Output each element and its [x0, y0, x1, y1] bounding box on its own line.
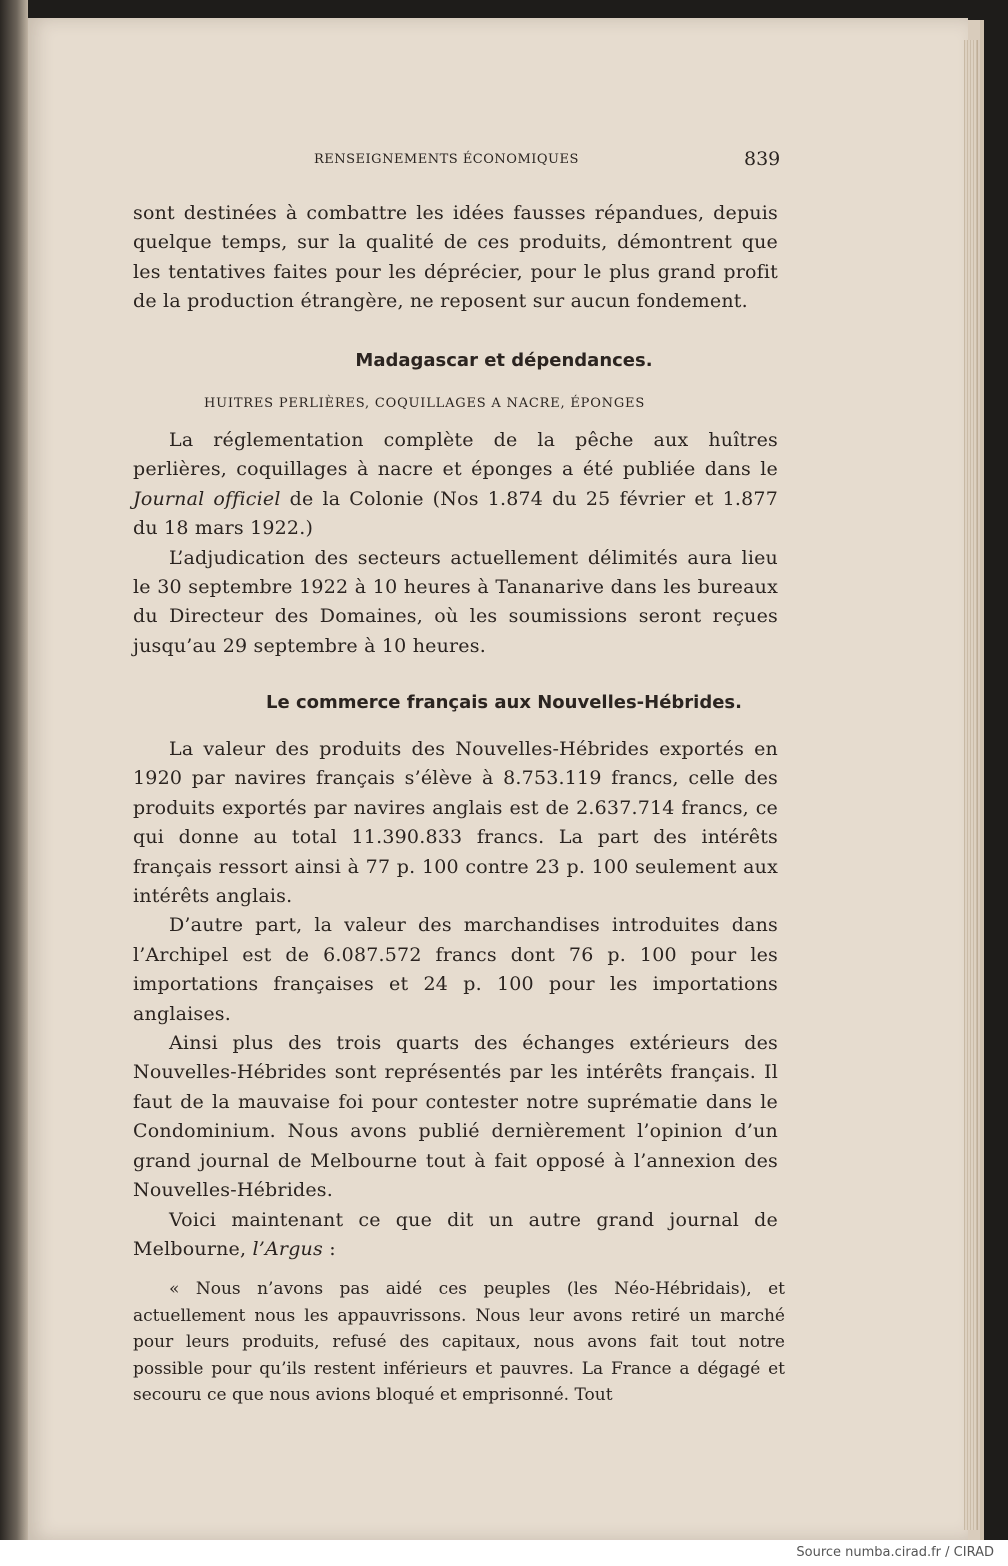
argus-quote-block — [133, 1276, 785, 1409]
madagascar-paragraph-2: L’adjudication des secteurs actuellement délimités aura lieu le 30 septembre 1922 à 10 heures à Tananarive dans les bureaux du Directeur des Domaines, où les soumissions seront reçues jusqu’au 29 septembre à 10 heures. — [133, 546, 778, 657]
source-credit: Source numba.cirad.fr / CIRAD — [796, 1545, 994, 1560]
running-head — [0, 148, 1008, 176]
hebrides-body — [133, 735, 778, 1264]
madagascar-paragraph-1 — [133, 426, 778, 544]
hebrides-paragraph-2: D’autre part, la valeur des marchandises introduites dans l’Archipel est de 6.087.572 francs dont 76 p. 100 pour les importations françaises et 24 p. 100 pour les importations anglaises. — [133, 914, 778, 1025]
section-heading-hebrides: Le commerce français aux Nouvelles-Hébrides. — [266, 692, 742, 713]
intro-paragraph-block — [133, 199, 778, 317]
madagascar-body — [133, 426, 778, 661]
argus-quote: « Nous n’avons pas aidé ces peuples (les Néo-Hébridais), et actuellement nous les appauvrissons. Nous leur avons retiré un marché pour leurs produits, refusé des capitaux, nous avons fait tout notre possible pour qu’ils restent inférieurs et pauvres. La France a dégagé et secouru ce que nous avions bloqué et emprisonné. Tout — [133, 1279, 785, 1405]
section-subheading-madagascar: HUITRES PERLIÈRES, COQUILLAGES A NACRE, ÉPONGES — [204, 396, 646, 411]
argus-title: l’Argus — [252, 1237, 323, 1260]
hebrides-paragraph-1: La valeur des produits des Nouvelles-Hébrides exportés en 1920 par navires français s’élève à 8.753.119 francs, celle des produits exportés par navires anglais est de 2.637.714 francs, ce qui donne au total 11.390.833 francs. La part des intérêts français ressort ainsi à 77 p. 100 contre 23 p. 100 seulement aux intérêts anglais. — [133, 738, 778, 908]
madagascar-p1-text-a: La réglementation complète de la pêche aux huîtres perlières, coquillages à nacre et éponges a été publiée dans le — [133, 429, 778, 481]
running-title: RENSEIGNEMENTS ÉCONOMIQUES — [314, 152, 579, 167]
intro-paragraph: sont destinées à combattre les idées fausses répandues, depuis quelque temps, sur la qualité de ces produits, démontrent que les tentatives faites pour les déprécier, pour le plus grand profit de la production étrangère, ne reposent sur aucun fondement. — [133, 202, 778, 313]
book-spine-edge — [0, 0, 28, 1540]
hebrides-p4-text-a: Voici maintenant ce que dit un autre grand journal de Melbourne, — [133, 1208, 778, 1260]
section-heading-madagascar: Madagascar et dépendances. — [355, 350, 653, 371]
footer-bar — [0, 1540, 1008, 1566]
journal-officiel-title: Journal officiel — [133, 487, 281, 510]
hebrides-p4-text-b: : — [329, 1237, 336, 1260]
madagascar-p1-text-b: de la Colonie (Nos 1.874 du 25 février et 1.877 du 18 mars 1922.) — [133, 487, 778, 540]
hebrides-paragraph-4 — [133, 1206, 778, 1265]
hebrides-paragraph-3: Ainsi plus des trois quarts des échanges extérieurs des Nouvelles-Hébrides sont représentés par les intérêts français. Il faut de la mauvaise foi pour contester notre suprématie dans le Condominium. Nous avons publié dernièrement l’opinion d’un grand journal de Melbourne tout à fait opposé à l’annexion des Nouvelles-Hébrides. — [133, 1032, 778, 1202]
page-number: 839 — [744, 148, 781, 170]
page-edges — [964, 40, 978, 1530]
